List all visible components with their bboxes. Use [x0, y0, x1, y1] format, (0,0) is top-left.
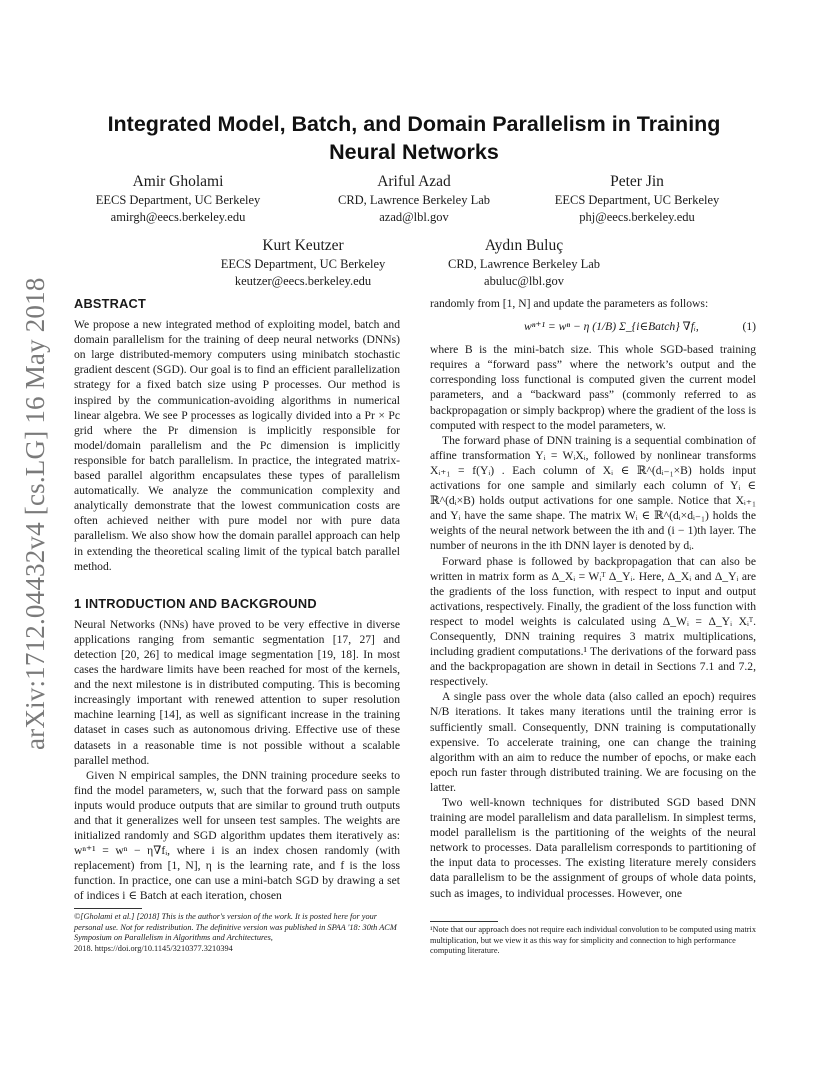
author-block	[304, 172, 524, 226]
equation-text: wⁿ⁺¹ = wⁿ − η (1/B) Σ_{i∈Batch} ∇fᵢ,	[524, 320, 699, 334]
paragraph: A single pass over the whole data (also called an epoch) requires N/B iterations. It takes many iterations until the training error is sufficiently small. Consequently, DNN training is computationally expensive. To accelerate training, one can change the training algorithm with an aim to reduce the number of epochs, or make each epoch run faster through distributed training. We are focusing on the latter.	[430, 690, 756, 794]
paragraph: randomly from [1, N] and update the parameters as follows:	[430, 297, 709, 310]
author-affiliation: CRD, Lawrence Berkeley Lab	[337, 193, 491, 207]
equation-1	[430, 319, 756, 334]
paragraph: The forward phase of DNN training is a sequential combination of affine transformation Yᵢ = WᵢXᵢ, followed by nonlinear transforms Xᵢ₊₁ = f(Yᵢ) . Each column of Xᵢ ∈ ℝ^(dᵢ₋₁×B) holds input activations for one sample and similarly each column of Yᵢ ∈ ℝ^(dᵢ×B) holds output activations for one sample. Notice that Xᵢ₊₁ and Yᵢ have the same shape. The matrix Wᵢ ∈ ℝ^(dᵢ×dᵢ₋₁) holds the weights of the neural network between the ith and (i − 1)th layer. The number of neurons in the ith DNN layer is denoted by dᵢ.	[430, 433, 756, 553]
author-block	[527, 172, 747, 226]
paragraph: Given N empirical samples, the DNN training procedure seeks to find the model parameters, w, such that the forward pass on sample inputs would produce outputs that are similar to ground truth outputs and that it generalizes well for unseen test samples. The weights are initialized randomly and SGD algorithm updates them iteratively as: wⁿ⁺¹ = wⁿ − η∇fᵢ, where i is an index chosen randomly (with replacement) from [1, N], η is the learning rate, and f is the loss function. In practice, one can use a mini-batch SGD by drawing a set of indices i ∈ Batch at each iteration, chosen	[74, 768, 400, 903]
footnote	[430, 921, 756, 957]
author-affiliation: EECS Department, UC Berkeley	[95, 193, 261, 207]
author-affiliation: CRD, Lawrence Berkeley Lab	[447, 257, 601, 271]
author-affiliation: EECS Department, UC Berkeley	[220, 257, 386, 271]
author-block	[193, 236, 413, 290]
author-block	[414, 236, 634, 290]
footnote-rule	[430, 921, 498, 922]
author-email: abuluc@lbl.gov	[484, 274, 564, 288]
arxiv-stamp: arXiv:1712.04432v4 [cs.LG] 16 May 2018	[20, 277, 50, 750]
paragraph: Forward phase is followed by backpropagation that can also be written in matrix form as Δ_Xᵢ = Wᵢᵀ Δ_Yᵢ. Here, Δ_Xᵢ and Δ_Yᵢ are the gradients of the loss function, with respect to input and output activations, respectively. Finally, the gradient of the loss function with respect to model weights is calculated using Δ_Wᵢ = Δ_Yᵢ Xᵢᵀ. Consequently, DNN training requires 3 matrix multiplications, including gradient computations.¹ The derivations of the forward pass and the backpropagation are shown in detail in Sections 7.1 and 7.2, respectively.	[430, 554, 756, 689]
author-name: Amir Gholami	[132, 173, 224, 190]
author-name: Kurt Keutzer	[262, 237, 344, 254]
paragraph: Neural Networks (NNs) have proved to be very effective in diverse applications ranging from semantic segmentation [17, 27] and detection [20, 26] to medical image segmentation [19, 18]. In most cases the hardware limits have been reached for most of the kernels, and the next milestone is in distributed computing. This is becoming increasingly important with renewed attention to super resolution machine learning [14], as well as significant increase in the training dataset in cases such as autonomous driving. Effective use of these datasets in a reasonable time is not possible without a scalable parallel method.	[74, 617, 400, 767]
equation-number: (1)	[742, 320, 756, 334]
abstract-heading: ABSTRACT	[74, 296, 146, 311]
copyright-text: ©[Gholami et al.] [2018] This is the author's version of the work. It is posted here for your personal use. Not for redistribution. The definitive version was published in SPAA '18: 30th ACM Symposium on Parallelism in Algorithms and Architectures,	[74, 912, 397, 942]
author-email: keutzer@eecs.berkeley.edu	[234, 274, 372, 288]
author-block	[68, 172, 288, 226]
footnote-text: ¹Note that our approach does not require each individual convolution to be computed using matrix multiplication, but we view it as this way for simplicity and connection to high performance computing literature.	[430, 925, 756, 955]
paragraph: where B is the mini-batch size. This whole SGD-based training requires a “forward pass” where the network’s output and the corresponding loss functional is computed given the current model parameters, and a “backward pass” (commonly referred to as backpropagation or simply backprop) where the gradient of the loss is computed with respect to the model parameters, w.	[430, 343, 756, 432]
author-email: phj@eecs.berkeley.edu	[579, 210, 695, 224]
author-name: Peter Jin	[610, 173, 664, 190]
left-column	[74, 296, 400, 904]
paper-title: Integrated Model, Batch, and Domain Parallelism in Training Neural Networks	[107, 112, 721, 164]
abstract-text: We propose a new integrated method of exploiting model, batch and domain parallelism for the training of deep neural networks (DNNs) on large distributed-memory computers using minibatch stochastic gradient descent (SGD). Our goal is to find an efficient parallelization strategy for a fixed batch size using P processes. Our method is inspired by the communication-avoiding algorithms in numerical linear algebra. We see P processes as logically divided into a Pr × Pc grid where the Pr dimension is implicitly responsible for model/domain parallelism and the Pc dimension is implicitly responsible for batch parallelism. In practice, the integrated matrix-based parallel algorithm encapsulates these types of parallelism automatically. We analyze the communication complexity and analytically demonstrate that the lowest communication costs are often achieved neither with pure model nor with pure data parallelism. We also show how the domain parallel approach can help in extending the theoretical scaling limit of the typical batch parallel method.	[74, 318, 400, 573]
section-heading: 1 INTRODUCTION AND BACKGROUND	[74, 595, 317, 611]
author-email: amirgh@eecs.berkeley.edu	[110, 210, 246, 224]
author-name: Ariful Azad	[377, 173, 451, 190]
author-email: azad@lbl.gov	[379, 210, 449, 224]
author-affiliation: EECS Department, UC Berkeley	[554, 193, 720, 207]
copyright-note	[74, 908, 400, 954]
doi-text: 2018. https://doi.org/10.1145/3210377.3210394	[74, 943, 233, 953]
author-name: Aydın Buluç	[484, 237, 564, 254]
right-column	[430, 296, 756, 901]
paragraph: Two well-known techniques for distributed SGD based DNN training are model parallelism and data parallelism. In simplest terms, model parallelism is the partitioning of the weights of the neural network to processes. Data parallelism corresponds to partitioning of the input data to processes. The existing literature merely considers data parallelism to be the assignment of groups of whole data points, such as images, to individual processes. However, one	[430, 796, 756, 900]
footnote-rule	[74, 908, 142, 909]
